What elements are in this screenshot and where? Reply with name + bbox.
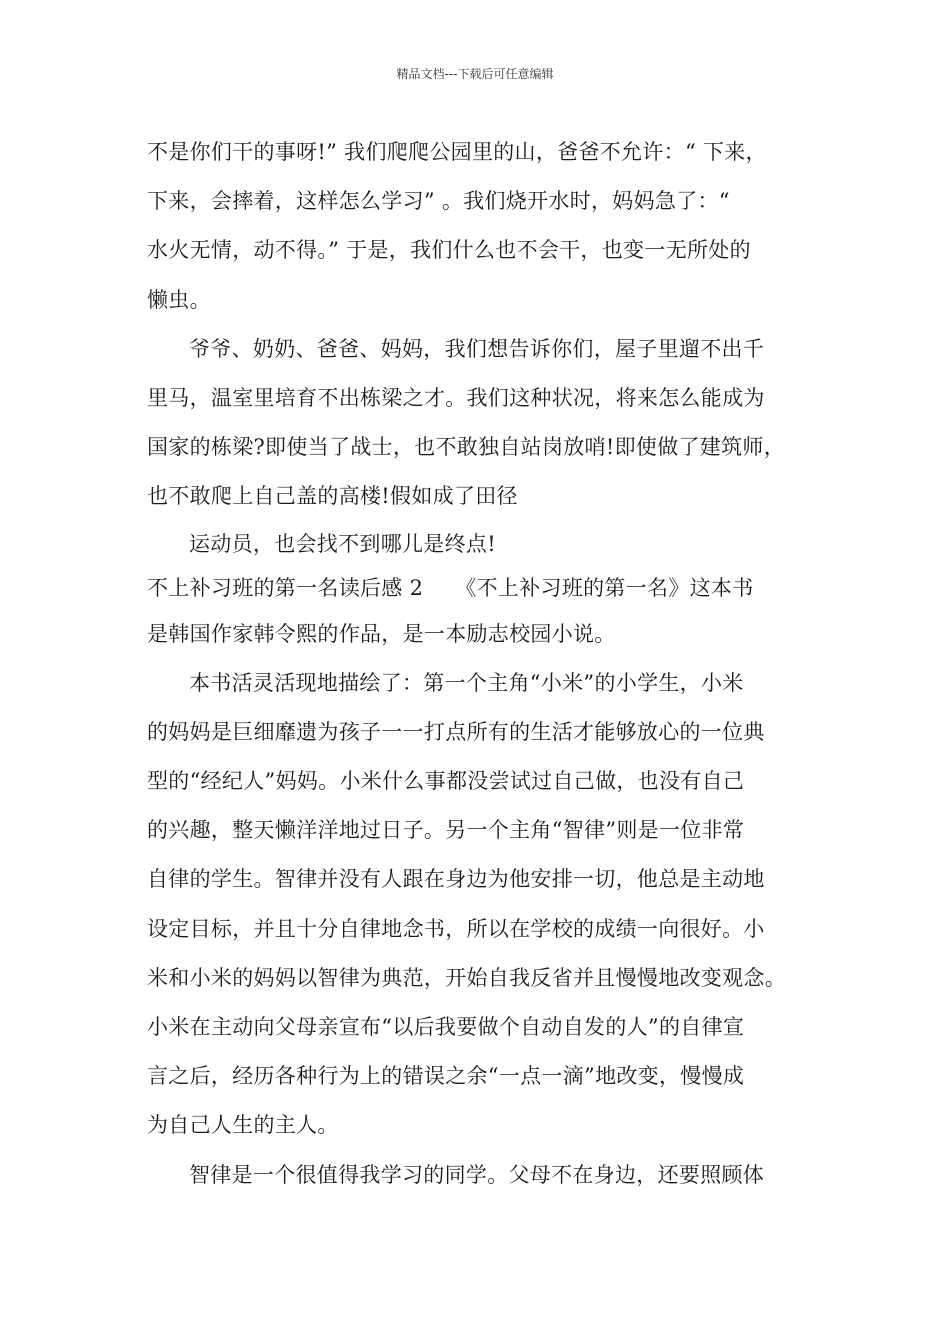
text-line: 是韩国作家韩令熙的作品，是一本励志校园小说。 xyxy=(147,621,616,646)
text-line: 不是你们干的事呀!” 我们爬爬公园里的山，爸爸不允许：“ 下来， xyxy=(147,140,767,164)
text-line: 自律的学生。智律并没有人跟在身边为他安排一切，他总是主动地 xyxy=(147,867,765,892)
text-line: 米和小米的妈妈以智律为典范，开始自我反省并且慢慢地改变观念。 xyxy=(147,965,786,990)
text-line: 言之后，经历各种行为上的错误之余“一点一滴”地改变，慢慢成 xyxy=(147,1064,745,1089)
page-header: 精品文档---下载后可任意编辑 xyxy=(396,67,554,81)
text-line: 爷爷、奶奶、爸爸、妈妈，我们想告诉你们，屋子里遛不出千 xyxy=(189,336,765,361)
text-line: 智律是一个很值得我学习的同学。父母不在身边，还要照顾体 xyxy=(189,1162,765,1187)
text-line: 也不敢爬上自己盖的高楼!假如成了田径 xyxy=(147,484,518,509)
section-title-line: 不上补习班的第一名读后感 2 《不上补习班的第一名》这本书 xyxy=(147,575,754,600)
text-line: 懒虫。 xyxy=(147,287,211,312)
text-line: 为自己人生的主人。 xyxy=(147,1113,339,1138)
text-line: 里马，温室里培育不出栋梁之才。我们这种状况，将来怎么能成为 xyxy=(147,385,765,410)
text-line: 的妈妈是巨细靡遗为孩子一一打点所有的生活才能够放心的一位典 xyxy=(147,719,765,744)
text-line: 小米在主动向父母亲宣布“以后我要做个自动自发的人”的自律宣 xyxy=(147,1015,745,1039)
text-line: 下来，会摔着，这样怎么学习” 。我们烧开水时，妈妈急了：“ xyxy=(147,189,730,214)
text-line: 本书活灵活现地描绘了：第一个主角“小米”的小学生，小米 xyxy=(189,670,744,695)
text-line: 的兴趣，整天懒洋洋地过日子。另一个主角“智律”则是一位非常 xyxy=(147,818,745,843)
text-line: 型的“经纪人”妈妈。小米什么事都没尝试过自己做，也没有自己 xyxy=(147,769,745,794)
text-line: 运动员，也会找不到哪儿是终点! xyxy=(189,531,496,556)
text-line: 设定目标，并且十分自律地念书，所以在学校的成绩一向很好。小 xyxy=(147,916,765,941)
text-line: 国家的栋梁?即使当了战士，也不敢独自站岗放哨!即使做了建筑师， xyxy=(147,435,785,460)
document-body xyxy=(147,128,819,1200)
text-line: 水火无情，动不得。” 于是，我们什么也不会干，也变一无所处的 xyxy=(147,238,751,263)
